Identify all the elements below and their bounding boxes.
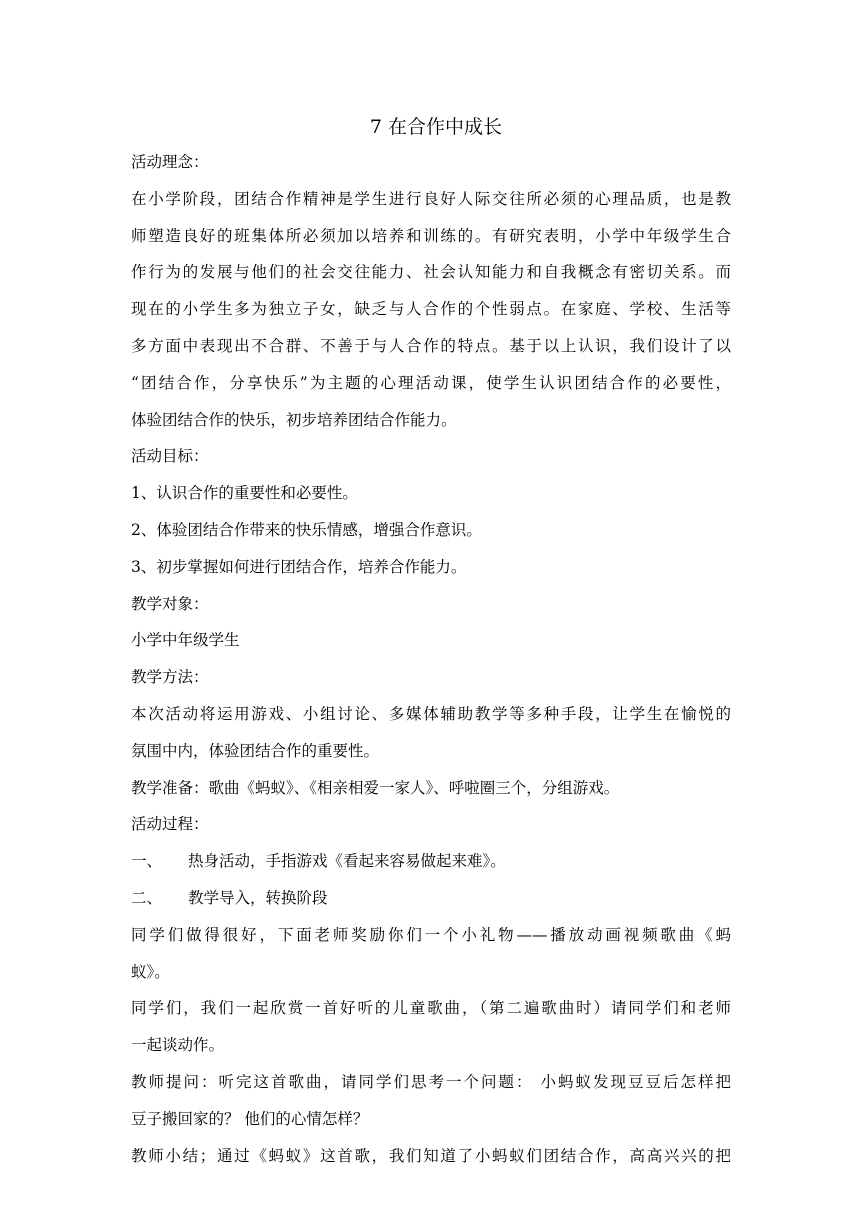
- text-line: 现在的小学生多为独立子女，缺乏与人合作的个性弱点。在家庭、学校、生活等: [131, 300, 731, 319]
- step-number: 二、: [131, 888, 163, 907]
- text-line: 3、初步掌握如何进行团结合作，培养合作能力。: [131, 557, 467, 576]
- text-line: 本次活动将运用游戏、小组讨论、多媒体辅助教学等多种手段，让学生在愉悦的: [131, 704, 731, 723]
- step-text: 热身活动，手指游戏《看起来容易做起来难》。: [188, 852, 506, 871]
- text-line: 小学中年级学生: [131, 631, 240, 650]
- text-line: 教师提问：听完这首歌曲，请同学们思考一个问题： 小蚂蚁发现豆豆后怎样把: [131, 1072, 731, 1091]
- text-line: 教学方法：: [131, 668, 209, 687]
- text-line: 2、体验团结合作带来的快乐情感，增强合作意识。: [131, 520, 482, 539]
- text-line: 师塑造良好的班集体所必须加以培养和训练的。有研究表明，小学中年级学生合: [131, 226, 731, 245]
- text-line: 豆子搬回家的？ 他们的心情怎样？: [131, 1109, 369, 1128]
- text-line: 活动理念：: [131, 153, 209, 171]
- text-line: 活动过程：: [131, 815, 209, 834]
- paragraph-block-1: [131, 144, 731, 843]
- text-line: 作行为的发展与他们的社会交往能力、社会认知能力和自我概念有密切关系。而: [131, 263, 731, 282]
- text-line: 同学们，我们一起欣赏一首好听的儿童歌曲，（第二遍歌曲时）请同学们和老师: [131, 999, 731, 1018]
- page-title: 7 在合作中成长: [369, 116, 503, 138]
- text-line: 教师小结；通过《蚂蚁》这首歌，我们知道了小蚂蚁们团结合作，高高兴兴的把: [131, 1146, 731, 1165]
- text-line: 氛围中内，体验团结合作的重要性。: [131, 741, 380, 760]
- text-line: 同学们做得很好，下面老师奖励你们一个小礼物——播放动画视频歌曲《蚂: [131, 925, 731, 944]
- text-line: 蚁》。: [131, 962, 170, 981]
- text-line: 在小学阶段，团结合作精神是学生进行良好人际交往所必须的心理品质，也是教: [131, 189, 731, 208]
- step-number: 一、: [131, 852, 163, 871]
- text-line: 教学准备：歌曲《蚂蚁》、《相亲相爱一家人》、呼啦圈三个，分组游戏。: [131, 778, 620, 797]
- text-line: 一起谈动作。: [131, 1036, 225, 1055]
- step-text: 教学导入，转换阶段: [188, 888, 328, 907]
- steps-list: [131, 843, 731, 917]
- step-item: [131, 843, 731, 880]
- text-line: 1、认识合作的重要性和必要性。: [131, 484, 358, 503]
- paragraph-block-2: [131, 917, 731, 1175]
- text-line: 活动目标：: [131, 447, 209, 466]
- text-line: “团结合作，分享快乐”为主题的心理活动课，使学生认识团结合作的必要性，: [131, 373, 731, 392]
- step-item: [131, 880, 731, 917]
- text-line: 体验团结合作的快乐，初步培养团结合作能力。: [131, 410, 457, 429]
- text-line: 多方面中表现出不合群、不善于与人合作的特点。基于以上认识，我们设计了以: [131, 336, 731, 355]
- text-line: 教学对象：: [131, 594, 209, 613]
- document-body: [131, 112, 731, 1174]
